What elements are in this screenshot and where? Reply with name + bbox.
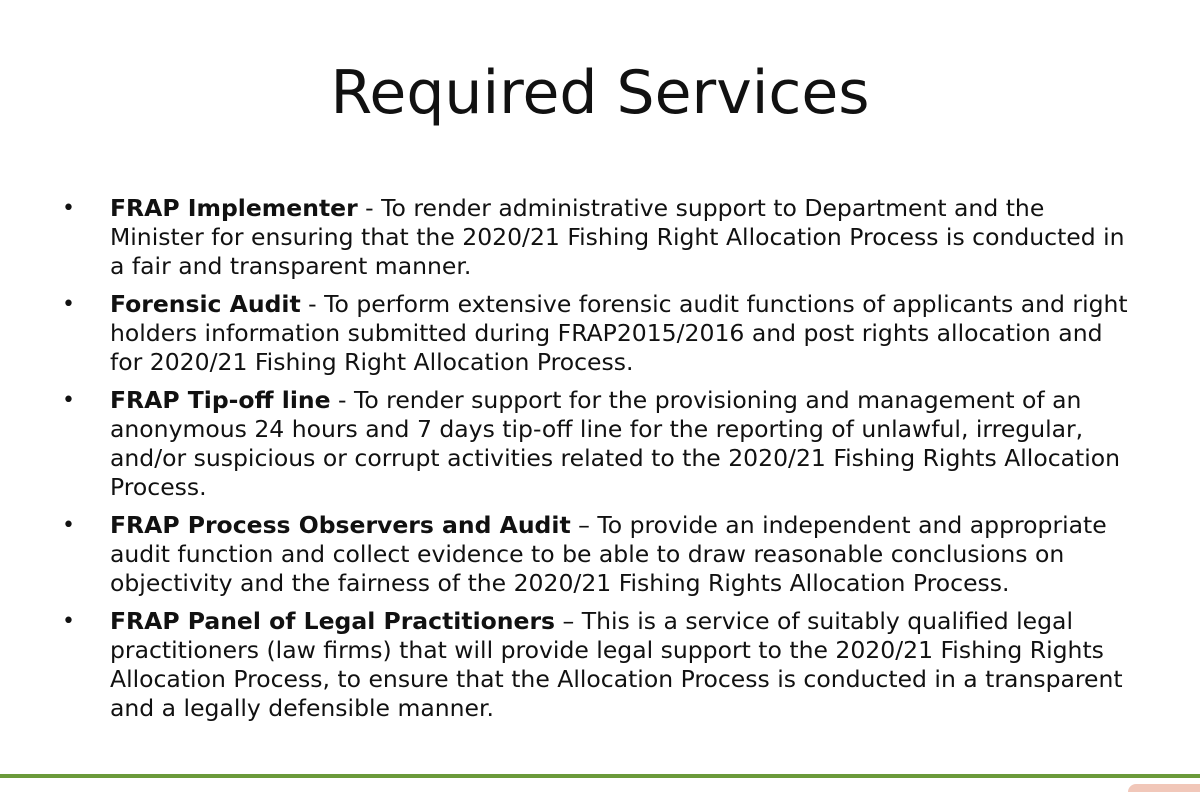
service-term: FRAP Tip-off line [110, 386, 331, 414]
term-separator: - [357, 194, 382, 222]
service-term: FRAP Process Observers and Audit [110, 511, 571, 539]
list-item-text [110, 607, 1142, 723]
term-separator: – [570, 511, 598, 539]
list-item [62, 511, 1142, 598]
service-term: FRAP Implementer [110, 194, 358, 222]
list-item-text [110, 511, 1142, 598]
service-term: Forensic Audit [110, 290, 301, 318]
service-description: To render support for the provisioning and management of an anonymous 24 hours and 7 days tip-off line for the reporting of unlawful, irregular, and/or suspicious or corrupt activities related to the 2020/21 Fishing Rights Allocation Process. [110, 386, 1121, 501]
slide-title: Required Services [330, 58, 870, 128]
list-item-text [110, 194, 1142, 281]
services-list [62, 194, 1142, 732]
service-description: To render administrative support to Department and the Minister for ensuring that the 2020/21 Fishing Right Allocation Process is conducted in a fair and transparent manner. [110, 194, 1125, 280]
list-item [62, 607, 1142, 723]
bullet-icon: • [62, 609, 75, 634]
service-description: To provide an independent and appropriate audit function and collect evidence to be able to draw reasonable conclusions on objectivity and the fairness of the 2020/21 Fishing Rights Allocation Process. [110, 511, 1107, 597]
footer-logo-fragment [1128, 784, 1200, 792]
service-description: To perform extensive forensic audit functions of applicants and right holders information submitted during FRAP2015/2016 and post rights allocation and for 2020/21 Fishing Right Allocation Process. [110, 290, 1128, 376]
list-item-text [110, 386, 1142, 502]
term-separator: - [330, 386, 354, 414]
bullet-icon: • [62, 388, 75, 413]
term-separator: – [555, 607, 582, 635]
service-description: This is a service of suitably qualified legal practitioners (law firms) that will provide legal support to the 2020/21 Fishing Rights Allocation Process, to ensure that the Allocation Process is conducted in a transparent and a legally defensible manner. [110, 607, 1123, 722]
bullet-icon: • [62, 196, 75, 221]
footer-divider [0, 774, 1200, 778]
list-item [62, 194, 1142, 281]
term-separator: - [300, 290, 325, 318]
list-item [62, 386, 1142, 502]
bullet-icon: • [62, 513, 75, 538]
list-item-text [110, 290, 1142, 377]
service-term: FRAP Panel of Legal Practitioners [110, 607, 556, 635]
list-item [62, 290, 1142, 377]
bullet-icon: • [62, 292, 75, 317]
